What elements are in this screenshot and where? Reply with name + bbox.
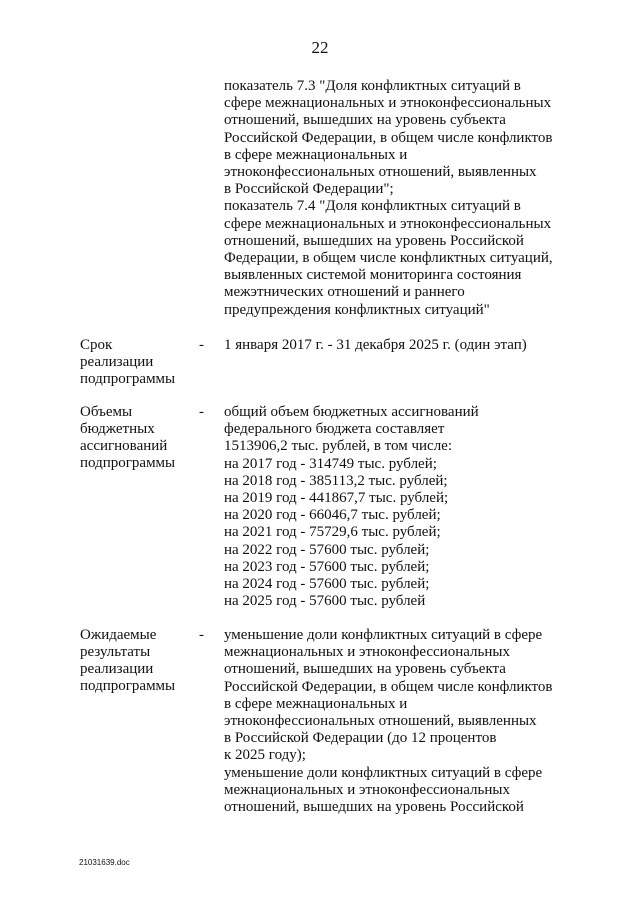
content-line: на 2024 год - 57600 тыс. рублей; — [224, 576, 430, 593]
text-line: Федерации, в общем числе конфликтных ситуаций, — [224, 250, 553, 267]
row-dash: - — [199, 404, 204, 420]
row-content-expected-results — [224, 627, 624, 816]
label-line: бюджетных — [80, 421, 155, 437]
document-code: 21031639.doc — [79, 858, 130, 867]
label-line: подпрограммы — [80, 678, 176, 694]
text-line: сфере межнациональных и этноконфессиональных — [224, 95, 552, 112]
content-line: межнациональных и этноконфессиональных — [224, 644, 510, 661]
content-line: на 2025 год - 57600 тыс. рублей — [224, 593, 426, 610]
row-dash: - — [199, 337, 204, 353]
text-line: отношений, вышедших на уровень Российской — [224, 232, 524, 249]
label-line: подпрограммы — [80, 455, 176, 471]
content-line: на 2023 год - 57600 тыс. рублей; — [224, 558, 430, 575]
content-line: Российской Федерации, в общем числе конфликтов — [224, 678, 553, 695]
text-line: отношений, вышедших на уровень субъекта — [224, 112, 506, 129]
label-line: Объемы — [80, 404, 133, 420]
text-line: Российской Федерации, в общем числе конфликтов — [224, 129, 553, 146]
text-line: показатель 7.3 "Доля конфликтных ситуаций в — [224, 78, 521, 94]
label-line: результаты — [80, 644, 151, 660]
page-number: 22 — [311, 38, 329, 57]
intro-indicators-text — [224, 78, 624, 319]
text-line: в сфере межнациональных и — [224, 146, 408, 163]
content-line: к 2025 году); — [224, 747, 306, 764]
content-line: 1513906,2 тыс. рублей, в том числе: — [224, 438, 453, 455]
label-line: реализации — [80, 661, 154, 677]
content-line: межнациональных и этноконфессиональных — [224, 781, 510, 798]
content-line: на 2022 год - 57600 тыс. рублей; — [224, 541, 430, 558]
content-line: на 2021 год - 75729,6 тыс. рублей; — [224, 524, 441, 541]
text-line: в Российской Федерации"; — [224, 181, 394, 198]
row-content-budget-volumes — [224, 404, 624, 610]
content-line: на 2018 год - 385113,2 тыс. рублей; — [224, 472, 448, 489]
content-line: на 2019 год - 441867,7 тыс. рублей; — [224, 490, 449, 507]
content-line: в сфере межнациональных и — [224, 695, 408, 712]
row-dash: - — [199, 627, 204, 643]
label-line: Срок — [80, 337, 113, 353]
row-label-implementation-period — [80, 337, 200, 388]
label-line: Ожидаемые — [80, 627, 157, 643]
text-line: сфере межнациональных и этноконфессиональных — [224, 215, 552, 232]
content-line: на 2017 год - 314749 тыс. рублей; — [224, 455, 437, 472]
text-line: показатель 7.4 "Доля конфликтных ситуаций в — [224, 198, 521, 215]
text-line: межэтнических отношений и раннего — [224, 284, 465, 301]
content-line: общий объем бюджетных ассигнований — [224, 404, 479, 420]
label-line: подпрограммы — [80, 371, 176, 387]
text-line: предупреждения конфликтных ситуаций" — [224, 301, 490, 318]
text-line: этноконфессиональных отношений, выявленных — [224, 164, 537, 181]
row-label-budget-volumes — [80, 404, 200, 472]
content-line: этноконфессиональных отношений, выявленных — [224, 713, 537, 730]
content-line: в Российской Федерации (до 12 процентов — [224, 730, 497, 747]
text-line: выявленных системой мониторинга состояния — [224, 267, 522, 284]
content-line: отношений, вышедших на уровень субъекта — [224, 661, 506, 678]
content-line: федерального бюджета составляет — [224, 421, 445, 438]
row-content-implementation-period — [224, 337, 624, 354]
content-line: уменьшение доли конфликтных ситуаций в сфере — [224, 764, 543, 781]
content-line: 1 января 2017 г. - 31 декабря 2025 г. (один этап) — [224, 337, 527, 353]
row-label-expected-results — [80, 627, 200, 695]
label-line: реализации — [80, 354, 154, 370]
label-line: ассигнований — [80, 438, 168, 454]
content-line: на 2020 год - 66046,7 тыс. рублей; — [224, 507, 441, 524]
content-line: уменьшение доли конфликтных ситуаций в сфере — [224, 627, 543, 643]
content-line: отношений, вышедших на уровень Российской — [224, 799, 524, 816]
